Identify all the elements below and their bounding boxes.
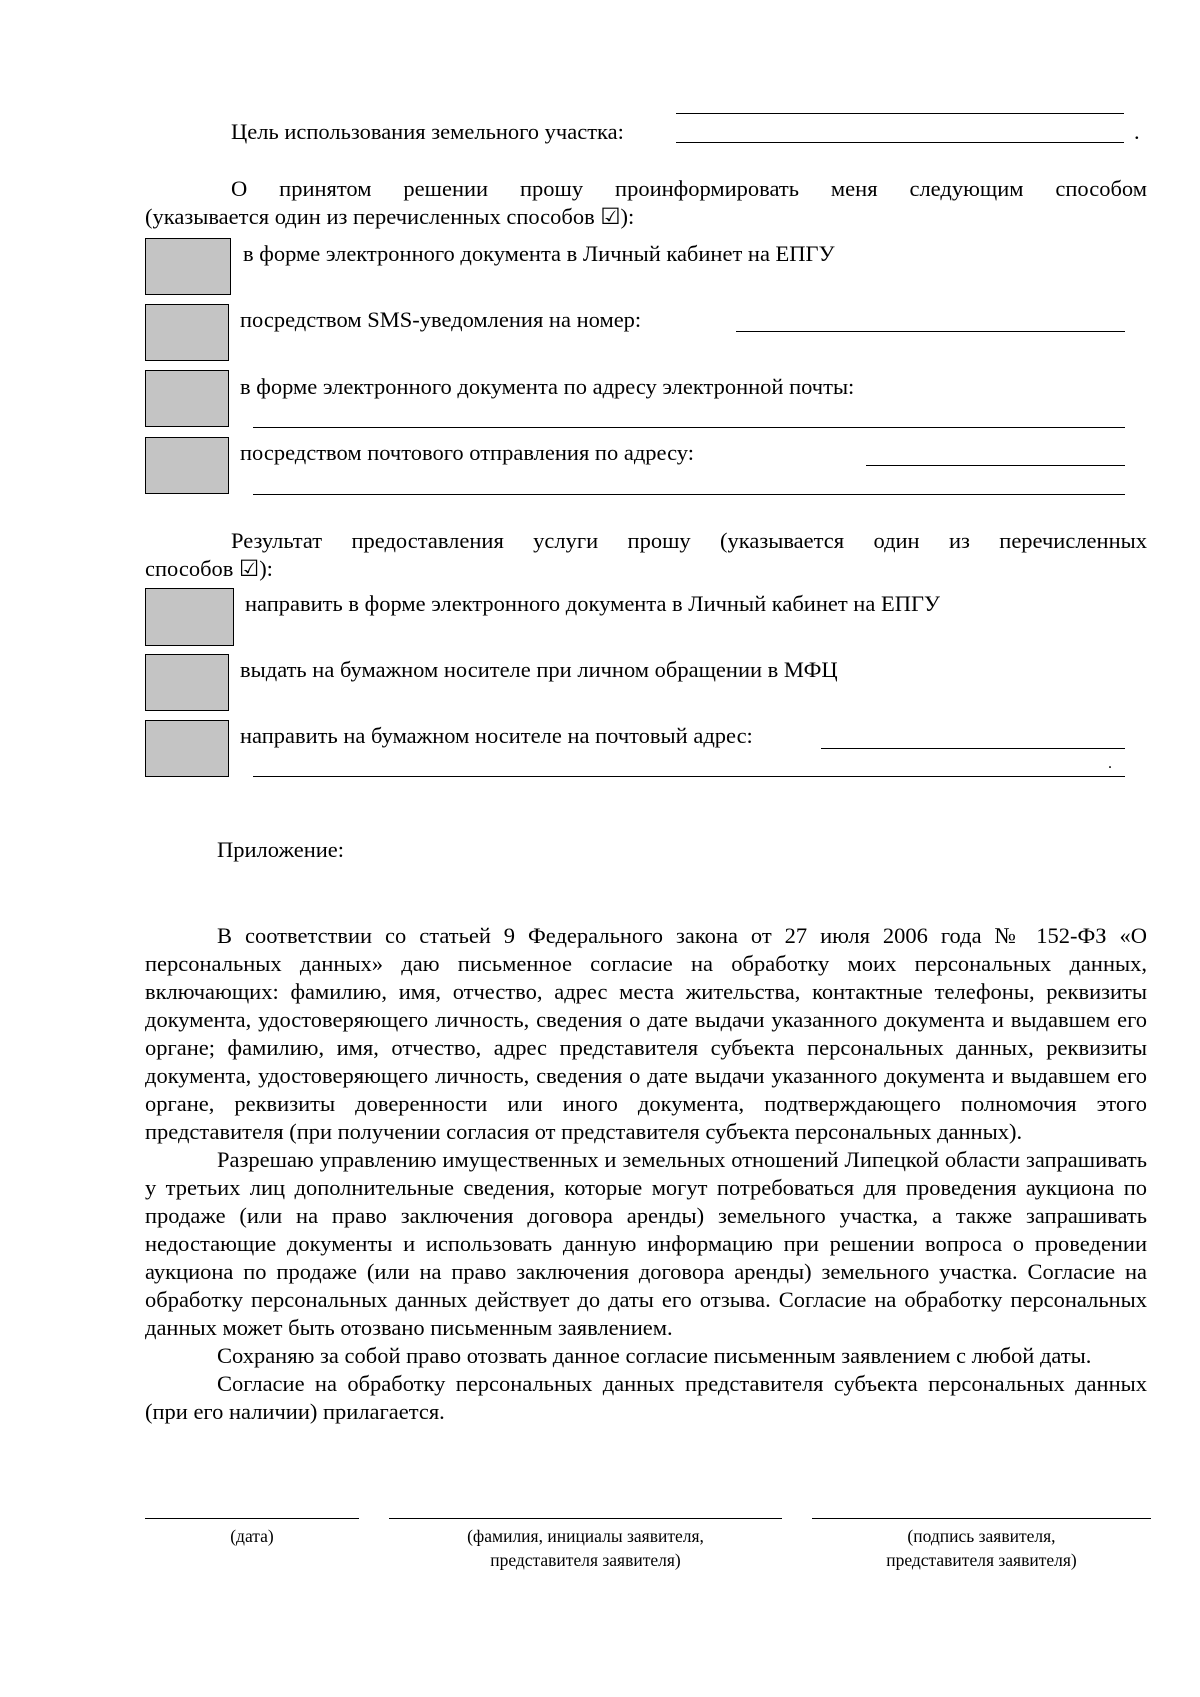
notify-epgu-label: в форме электронного документа в Личный кабинет на ЕПГУ bbox=[243, 241, 835, 266]
signature-field[interactable] bbox=[812, 1518, 1151, 1519]
purpose-field-top-line bbox=[676, 113, 1124, 114]
purpose-end-dot: . bbox=[1134, 119, 1140, 144]
result-post-address-field-2[interactable] bbox=[253, 776, 1125, 777]
notify-sms-phone-field[interactable] bbox=[736, 331, 1125, 332]
notify-post-checkbox[interactable] bbox=[145, 437, 229, 494]
name-field[interactable] bbox=[389, 1518, 782, 1519]
consent-paragraph: Согласие на обработку персональных данных представителя субъекта персональных данных (при его наличии) прилагается. bbox=[145, 1371, 1147, 1424]
date-caption: (дата) bbox=[230, 1526, 274, 1546]
result-post-address-field-1[interactable] bbox=[821, 748, 1125, 749]
signature-caption-line2: представителя заявителя) bbox=[886, 1550, 1077, 1570]
consent-paragraph: В соответствии со статьей 9 Федерального закона от 27 июля 2006 года № 152-ФЗ «О персональных данных» даю письменное согласие на обработку моих персональных данных, включающих: фамилию, имя, отчество, адрес места жительства, контактные телефоны, реквизиты документа, удостоверяющего личность, сведения о дате выдачи указанного документа и выдавшем его органе; фамилию, имя, отчество, адрес представителя субъекта персональных данных, реквизиты документа, удостоверяющего личность, сведения о дате выдачи указанного документа и выдавшем его органе, реквизиты доверенности или иного документа, подтверждающего полномочия этого представителя (при получении согласия от представителя субъекта персональных данных). bbox=[145, 923, 1147, 1144]
consent-paragraph: Разрешаю управлению имущественных и земельных отношений Липецкой области запрашивать у третьих лиц дополнительные сведения, которые могут потребоваться для проведения аукциона по продаже (или на право заключения договора аренды) земельного участка, а также запрашивать недостающие документы и использовать данную информацию при решении вопроса о проведении аукциона по продаже (или на право заключения договора аренды) земельного участка. Согласие на обработку персональных данных действует до даты его отзыва. Согласие на обработку персональных данных может быть отозвано письменным заявлением. bbox=[145, 1147, 1147, 1340]
consent-paragraph: Сохраняю за собой право отозвать данное согласие письменным заявлением с любой даты. bbox=[217, 1343, 1092, 1368]
result-epgu-checkbox[interactable] bbox=[145, 588, 234, 646]
notify-post-label: посредством почтового отправления по адресу: bbox=[240, 440, 694, 465]
purpose-field[interactable] bbox=[676, 142, 1124, 143]
notify-email-address-field[interactable] bbox=[253, 427, 1125, 428]
result-mfc-label: выдать на бумажном носителе при личном обращении в МФЦ bbox=[240, 657, 838, 682]
purpose-label: Цель использования земельного участка: bbox=[231, 119, 624, 144]
notify-post-address-field-2[interactable] bbox=[253, 494, 1125, 495]
notify-epgu-checkbox[interactable] bbox=[145, 238, 231, 295]
notify-email-checkbox[interactable] bbox=[145, 370, 229, 427]
notify-intro-line2: (указывается один из перечисленных способов ☑): bbox=[145, 204, 635, 229]
result-post-checkbox[interactable] bbox=[145, 720, 229, 777]
notify-sms-checkbox[interactable] bbox=[145, 304, 229, 361]
result-post-label: направить на бумажном носителе на почтовый адрес: bbox=[240, 723, 753, 748]
name-caption-line1: (фамилия, инициалы заявителя, bbox=[467, 1526, 704, 1546]
consent-text bbox=[145, 922, 1147, 1426]
result-mfc-checkbox[interactable] bbox=[145, 654, 229, 711]
signature-caption-line1: (подпись заявителя, bbox=[907, 1526, 1056, 1546]
date-field[interactable] bbox=[145, 1518, 359, 1519]
name-caption-line2: представителя заявителя) bbox=[490, 1550, 681, 1570]
notify-post-address-field-1[interactable] bbox=[866, 465, 1125, 466]
attachment-label: Приложение: bbox=[217, 837, 345, 862]
result-intro-line2: способов ☑): bbox=[145, 556, 273, 581]
result-end-dot: . bbox=[1108, 755, 1112, 772]
result-epgu-label: направить в форме электронного документа в Личный кабинет на ЕПГУ bbox=[245, 591, 940, 616]
notify-sms-label: посредством SMS-уведомления на номер: bbox=[240, 307, 642, 332]
result-intro-line1: Результат предоставления услуги прошу (указывается один из перечисленных bbox=[231, 528, 1147, 553]
notify-intro-line1: О принятом решении прошу проинформировать меня следующим способом bbox=[231, 176, 1147, 201]
notify-email-label: в форме электронного документа по адресу электронной почты: bbox=[240, 374, 855, 399]
